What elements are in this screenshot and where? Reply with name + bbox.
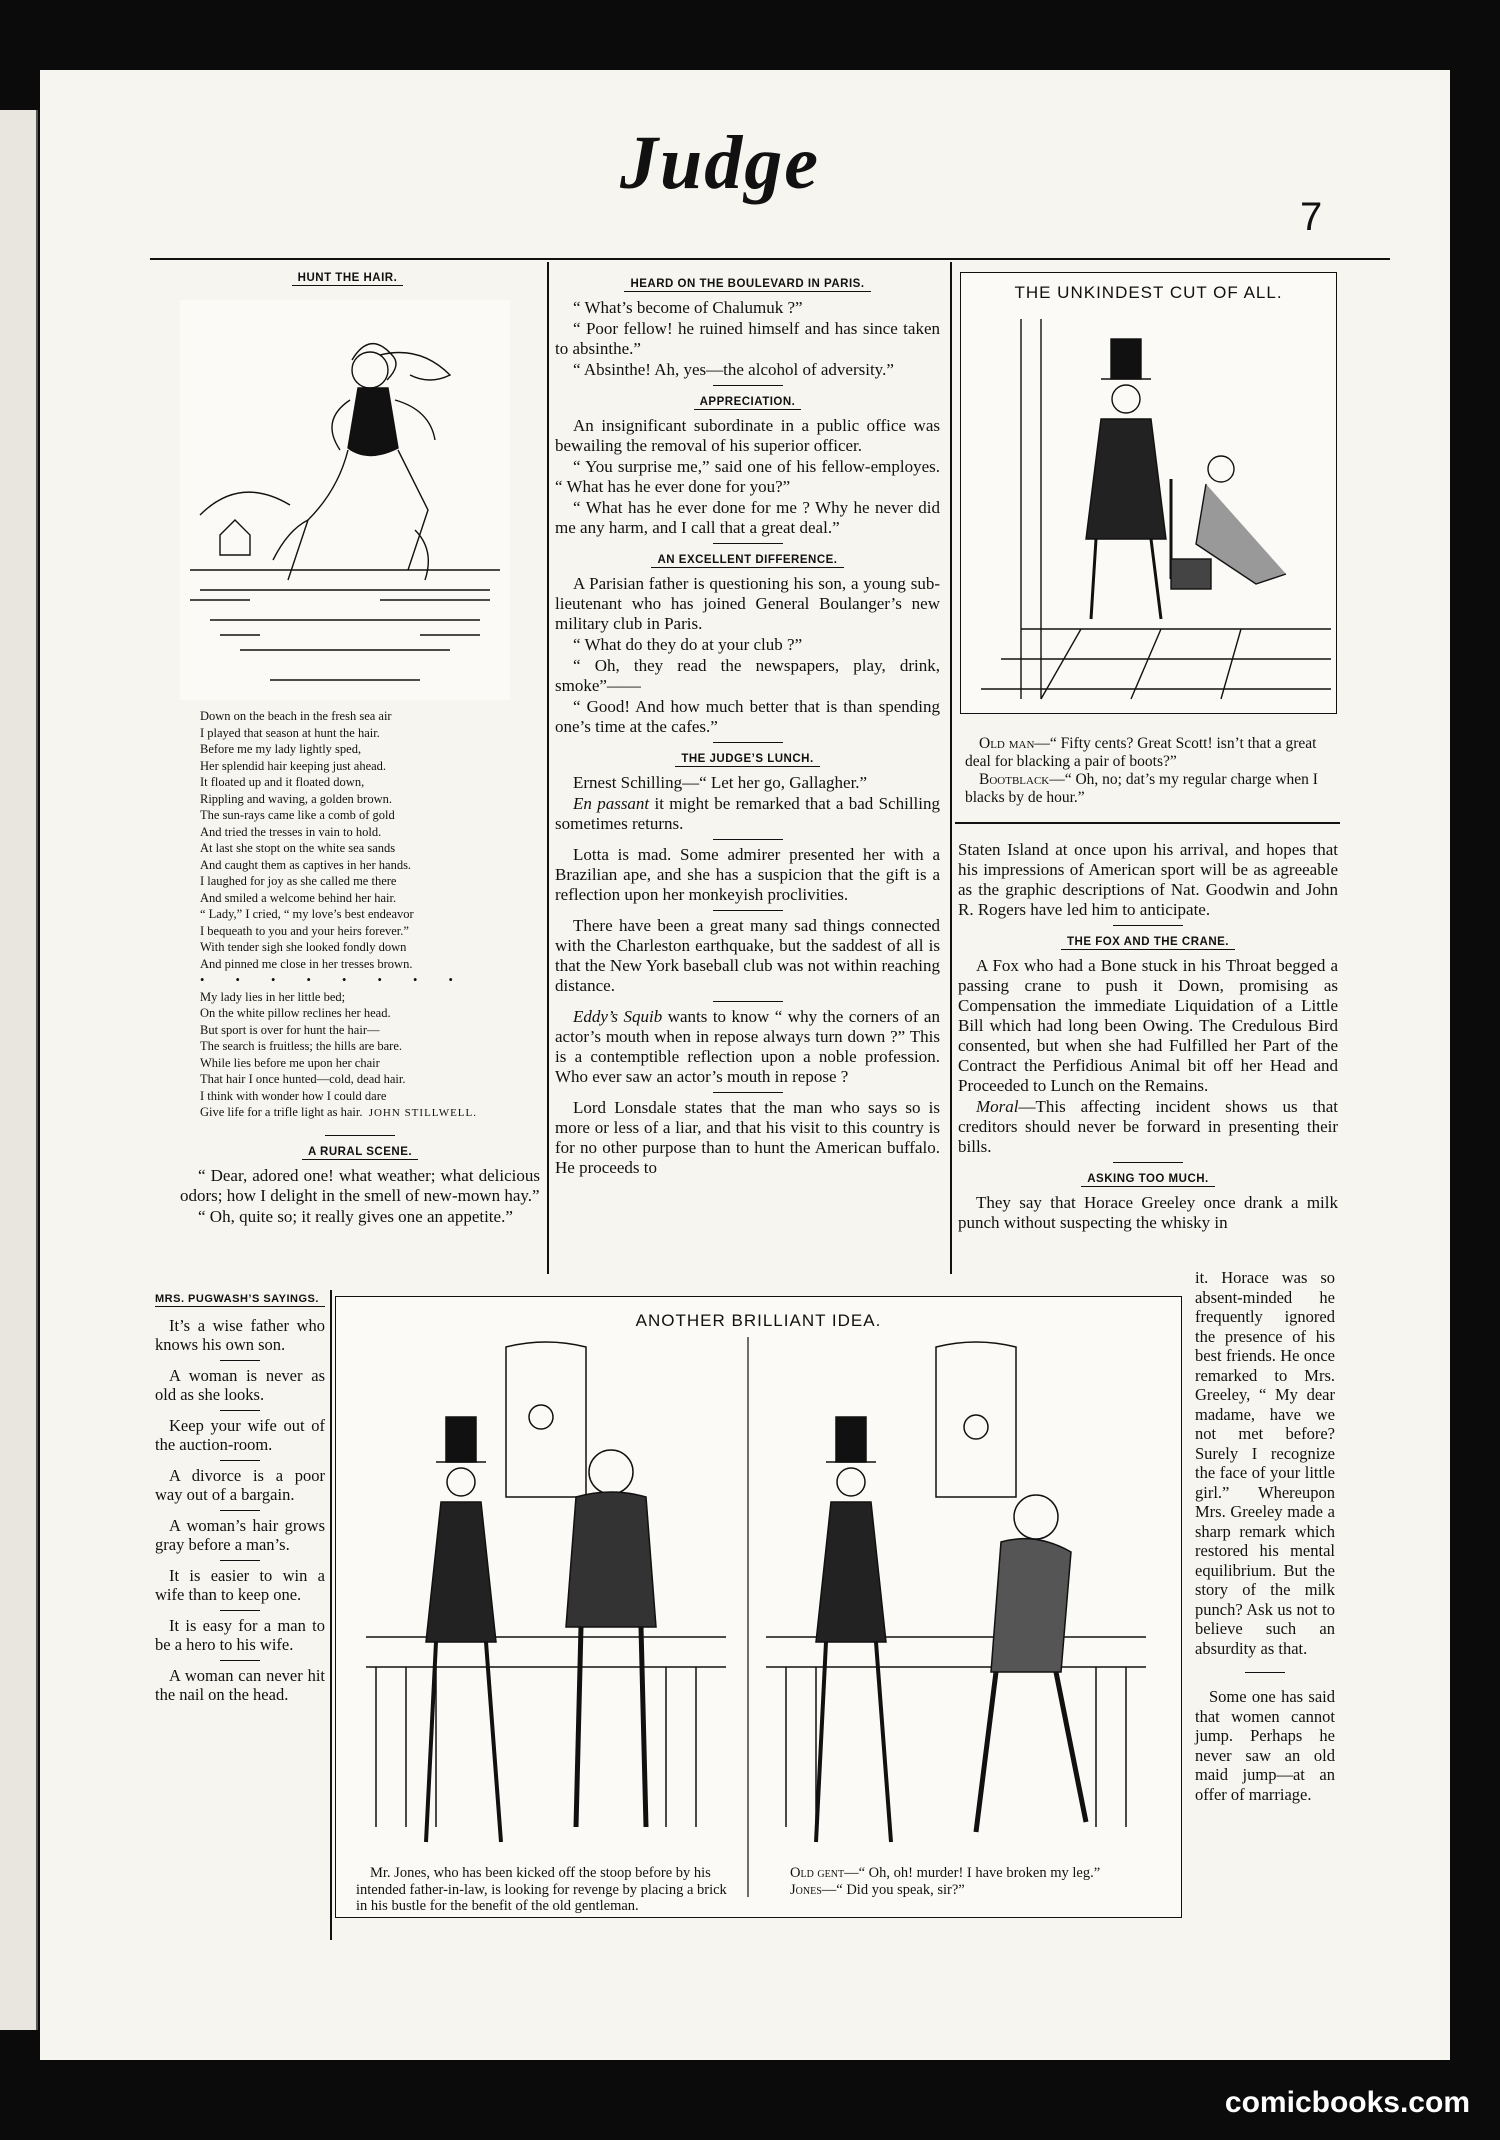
saying-item: Keep your wife out of the auction-room. — [155, 1415, 325, 1454]
saying-item: A woman’s hair grows gray before a man’s. — [155, 1515, 325, 1554]
section-rule — [955, 822, 1340, 824]
paragraph: Ernest Schilling—“ Let her go, Gallagher.” — [573, 773, 868, 792]
poem-line: The search is fruitless; the hills are bare. — [200, 1039, 403, 1053]
separator — [1245, 1672, 1285, 1673]
paragraph: “ Oh, they read the newspapers, play, drink, smoke”—— — [555, 656, 940, 695]
separator — [220, 1360, 260, 1361]
poem-line: At last she stopt on the white sea sands — [200, 841, 396, 855]
separator — [713, 910, 783, 911]
paragraph: “ Oh, quite so; it really gives one an appetite.” — [198, 1207, 513, 1226]
separator — [220, 1560, 260, 1561]
paragraph: it. Horace was so absent-minded he frequently ignored the presence of his best friends. He once remarked to Mrs. Greeley, “ My dear madame, have we not met before? Surely I recognize the face of your little girl.” Whereupon Mrs. Greeley made a sharp remark which restored his mental equilibrium. But the story of the milk punch? Ask us not to believe such an absurdity as that. — [1195, 1268, 1335, 1658]
heading-rural-scene: A RURAL SCENE. — [180, 1142, 540, 1162]
poem-line: “ Lady,” I cried, “ my love’s best endeavor — [200, 907, 414, 921]
separator — [220, 1510, 260, 1511]
separator — [713, 385, 783, 386]
poem-line: Before me my lady lightly sped, — [200, 742, 362, 756]
heading-judges-lunch: THE JUDGE’S LUNCH. — [555, 749, 940, 769]
poem-line: Down on the beach in the fresh sea air — [200, 709, 392, 723]
heading-pugwash-sayings: MRS. PUGWASH’S SAYINGS. — [155, 1290, 325, 1310]
column-three — [958, 840, 1338, 1234]
site-watermark: comicbooks.com — [1224, 2086, 1470, 2119]
poem-line: My lady lies in her little bed; — [200, 989, 346, 1004]
brilliant-idea-caption-left: Mr. Jones, who has been kicked off the stoop before by his intended father-in-law, is looking for revenge by placing a brick in his bustle for the benefit of the old gentleman. — [356, 1865, 727, 1914]
column-divider — [547, 262, 549, 1274]
paragraph: “ Absinthe! Ah, yes—the alcohol of adversity.” — [573, 360, 894, 379]
heading-asking-too-much: ASKING TOO MUCH. — [958, 1169, 1338, 1189]
saying-item: A woman can never hit the nail on the head. — [155, 1665, 325, 1704]
poem-line: I bequeath to you and your heirs forever.” — [200, 923, 409, 938]
heading-boulevard: HEARD ON THE BOULEVARD IN PARIS. — [555, 274, 940, 294]
paragraph: A Fox who had a Bone stuck in his Throat begged a passing crane to push it Down, promising as Compensation the immediate Liquidation of a Little Bill which had long been Owing. The Credulous Bird consented, but when she had Fulfilled her Part of the Contract the Perfidious Animal bit off her Head and Proceeded to Lunch on the Remains. — [958, 956, 1338, 1095]
separator — [1113, 1162, 1183, 1163]
masthead — [620, 120, 860, 260]
poem-line: Her splendid hair keeping just ahead. — [200, 758, 387, 773]
saying-item: A divorce is a poor way out of a bargain. — [155, 1465, 325, 1504]
pugwash-sayings — [155, 1290, 325, 1705]
cartoon-title: THE UNKINDEST CUT OF ALL. — [1014, 283, 1283, 302]
poem-line: While lies before me upon her chair — [200, 1055, 380, 1070]
separator — [713, 543, 783, 544]
paragraph: “ Poor fellow! he ruined himself and has since taken to absinthe.” — [555, 319, 940, 358]
poem-line: And caught them as captives in her hands. — [200, 857, 412, 872]
saying-item: It’s a wise father who knows his own son. — [155, 1315, 325, 1354]
paragraph: An insignificant subordinate in a public office was bewailing the removal of his superior officer. — [555, 416, 940, 455]
heading-hunt-the-hair: HUNT THE HAIR. — [155, 268, 540, 288]
poem-line: Give life for a trifle light as hair. — [200, 1105, 363, 1119]
poem-line: I laughed for joy as she called me there — [200, 874, 397, 888]
column-divider — [330, 1290, 332, 1940]
hunt-the-hair-poem — [200, 708, 530, 1122]
page-number: 7 — [1300, 195, 1323, 239]
poem-line: I think with wonder how I could dare — [200, 1088, 387, 1103]
heading-fox-and-crane: THE FOX AND THE CRANE. — [958, 932, 1338, 952]
poem-line: And smiled a welcome behind her hair. — [200, 890, 397, 905]
poem-line: On the white pillow reclines her head. — [200, 1006, 391, 1020]
poem-line: And tried the tresses in vain to hold. — [200, 824, 382, 839]
paragraph: “ What do they do at your club ?” — [573, 635, 803, 654]
unkindest-cut-caption: Old man—“ Fifty cents? Great Scott! isn’t that a great deal for blacking a pair of boots?” Bootblack—“ Oh, no; dat’s my regular charge when I blacks by de hour.” — [965, 735, 1318, 806]
column-divider — [950, 262, 952, 1274]
paragraph: Lord Lonsdale states that the man who says so is more or less of a liar, and that his visit to this country is for no other purpose than to hunt the American buffalo. He proceeds to — [555, 1098, 940, 1177]
brilliant-idea-caption-right: Old gent—“ Oh, oh! murder! I have broken my leg.” Jones—“ Did you speak, sir?” — [790, 1865, 1101, 1898]
paragraph: “ Dear, adored one! what weather; what delicious odors; how I delight in the smell of new-mown hay.” — [180, 1166, 540, 1205]
paragraph: They say that Horace Greeley once drank a milk punch without suspecting the whisky in — [958, 1193, 1338, 1232]
paragraph: Some one has said that women cannot jump. Perhaps he never saw an old maid jump—at an offer of marriage. — [1195, 1687, 1335, 1804]
paragraph: “ Good! And how much better that is than spending one’s time at the cafes.” — [555, 697, 940, 736]
cartoon-title: ANOTHER BRILLIANT IDEA. — [635, 1311, 882, 1330]
poem-line: And pinned me close in her tresses brown. — [200, 956, 413, 971]
paragraph: Lotta is mad. Some admirer presented her with a Brazilian ape, and she has a suspicion that the gift is a reflection upon her monkeyish proclivities. — [555, 845, 940, 904]
separator — [713, 1001, 783, 1002]
poem-line: The sun-rays came like a comb of gold — [200, 808, 395, 822]
separator — [325, 1135, 395, 1136]
poem-line: But sport is over for hunt the hair— — [200, 1022, 380, 1037]
paragraph: A Parisian father is questioning his son, a young sub-lieutenant who has joined General Boulanger’s new military club in Paris. — [555, 574, 940, 633]
judge-logo: Judge — [620, 121, 820, 205]
paragraph: “ What has he ever done for me ? Why he never did me any harm, and I call that a great deal.” — [555, 498, 940, 537]
separator — [1113, 925, 1183, 926]
saying-item: A woman is never as old as she looks. — [155, 1365, 325, 1404]
poem-line: With tender sigh she looked fondly down — [200, 940, 407, 954]
paragraph: There have been a great many sad things connected with the Charleston earthquake, but the saddest of all is that the New York baseball club was not within reaching distance. — [555, 916, 940, 995]
saying-item: It is easier to win a wife than to keep one. — [155, 1565, 325, 1604]
separator — [220, 1660, 260, 1661]
paragraph: “ You surprise me,” said one of his fellow-employes. “ What has he ever done for you?” — [555, 457, 940, 496]
poem-line: Rippling and waving, a golden brown. — [200, 791, 392, 806]
hunt-the-hair-illustration — [180, 300, 510, 700]
greeley-narrow-column — [1195, 1268, 1335, 1804]
heading-excellent-difference: AN EXCELLENT DIFFERENCE. — [555, 550, 940, 570]
separator — [713, 839, 783, 840]
heading-appreciation: APPRECIATION. — [555, 392, 940, 412]
separator — [220, 1410, 260, 1411]
poem-line: It floated up and it floated down, — [200, 775, 365, 789]
paragraph: “ What’s become of Chalumuk ?” — [573, 298, 803, 317]
poem-line: That hair I once hunted—cold, dead hair. — [200, 1072, 406, 1086]
paragraph: Staten Island at once upon his arrival, and hopes that his impressions of American sport will be as agreeable as the graphic descriptions of Nat. Goodwin and John R. Rogers have led him to anticipate. — [958, 840, 1338, 919]
paragraph: Eddy’s Squib wants to know “ why the corners of an actor’s mouth when in repose always turn down ?” This is a contemptible reflection upon a noble profession. Who ever saw an actor’s mouth in repose ? — [555, 1007, 940, 1086]
saying-item: It is easy for a man to be a hero to his wife. — [155, 1615, 325, 1654]
unkindest-cut-cartoon — [960, 272, 1337, 714]
separator — [220, 1610, 260, 1611]
poem-line: I played that season at hunt the hair. — [200, 725, 380, 740]
separator — [220, 1460, 260, 1461]
paragraph: En passant it might be remarked that a bad Schilling sometimes returns. — [555, 794, 940, 833]
separator — [713, 1092, 783, 1093]
separator — [713, 742, 783, 743]
book-spine — [0, 110, 38, 2030]
poem-ornament-line: • • • • • • • • — [200, 973, 467, 987]
masthead-rule — [150, 258, 1390, 260]
poem-author: JOHN STILLWELL. — [368, 1107, 477, 1119]
brilliant-idea-cartoon — [335, 1296, 1182, 1918]
rural-scene-article — [180, 1130, 540, 1228]
column-one — [155, 262, 540, 292]
paragraph: Moral—This affecting incident shows us that creditors should never be forward in presenting their bills. — [958, 1097, 1338, 1156]
column-two — [555, 268, 940, 1179]
